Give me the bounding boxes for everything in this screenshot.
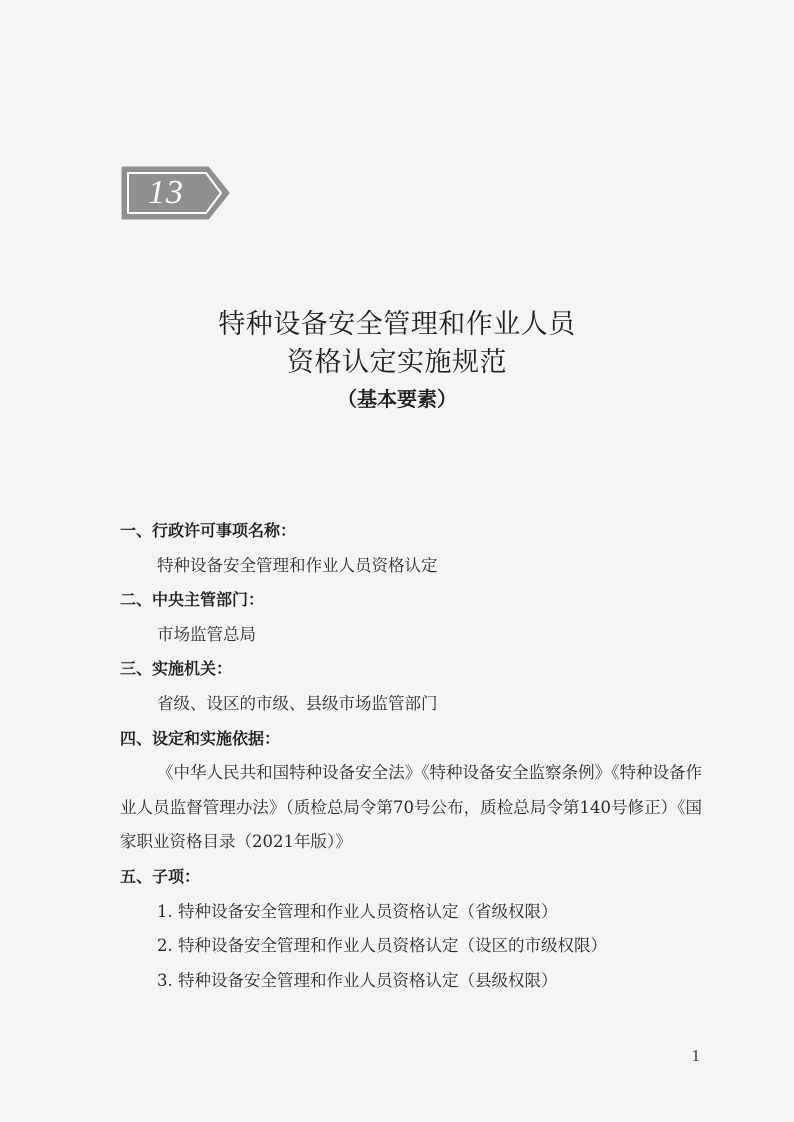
title-line-2: 资格认定实施规范 (287, 347, 507, 378)
sub-item: 1. 特种设备安全管理和作业人员资格认定（省级权限） (157, 901, 558, 921)
chapter-badge (120, 165, 232, 221)
section-content-license-name: 特种设备安全管理和作业人员资格认定 (157, 555, 438, 575)
section-content-authority: 市场监管总局 (157, 624, 256, 644)
section-heading-license-name: 一、行政许可事项名称： (120, 521, 297, 540)
section-heading-implementing-agency: 三、实施机关： (120, 659, 233, 679)
sub-item: 3. 特种设备安全管理和作业人员资格认定（县级权限） (157, 970, 558, 990)
title-line-1: 特种设备安全管理和作业人员 (218, 309, 576, 340)
document-body (120, 514, 702, 998)
page-number: 1 (691, 1046, 700, 1065)
section-content-implementing-agency: 省级、设区的市级、县级市场监管部门 (157, 693, 438, 713)
document-title (0, 306, 794, 414)
title-subtitle: （基本要素） (337, 387, 457, 411)
section-heading-authority: 二、中央主管部门： (120, 590, 265, 610)
chapter-number: 13 (148, 174, 184, 211)
section-heading-legal-basis: 四、设定和实施依据： (120, 728, 281, 748)
section-content-legal-basis: 《中华人民共和国特种设备安全法》《特种设备安全监察条例》《特种设备作业人员监督管理办法》（质检总局令第70号公布，质检总局令第140号修正）《国家职业资格目录（2021年版）》 (120, 763, 702, 852)
section-heading-sub-items: 五、子项： (120, 866, 201, 886)
sub-item: 2. 特种设备安全管理和作业人员资格认定（设区的市级权限） (157, 936, 607, 956)
